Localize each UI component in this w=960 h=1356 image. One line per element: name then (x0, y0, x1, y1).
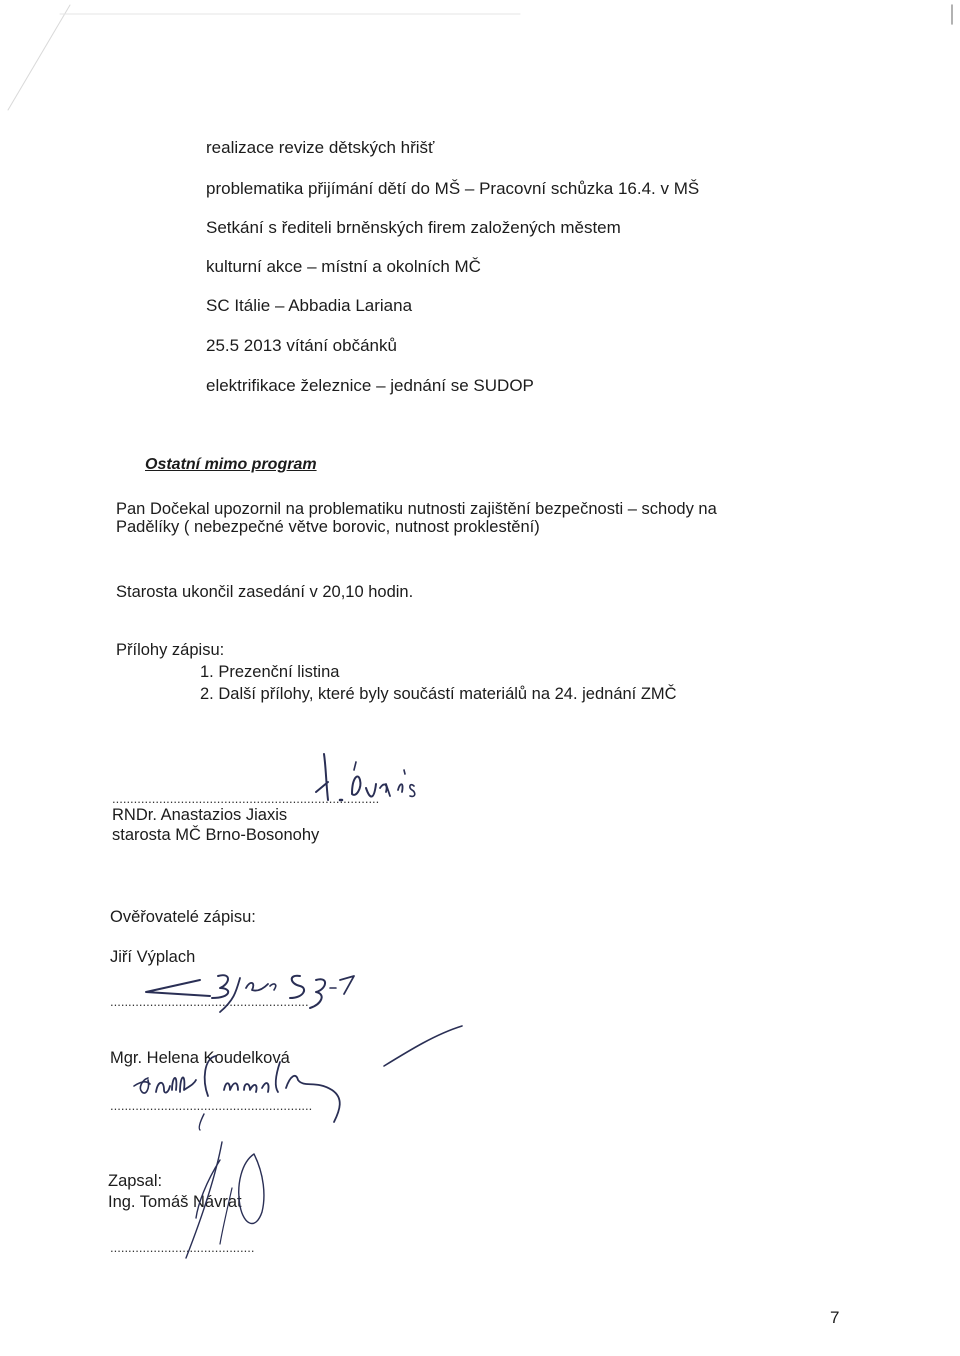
signature-line: .......................................................................... (112, 791, 380, 806)
agenda-item: Setkání s řediteli brněnských firem založených městem (206, 218, 621, 237)
attachment-text: Prezenční listina (218, 663, 340, 681)
recorder-name: Ing. Tomáš Návrat (108, 1193, 242, 1211)
signature-line: ....................................................... (110, 994, 309, 1009)
attachment-number: 2. (200, 685, 214, 703)
verifier-name: Jiří Výplach (110, 948, 196, 966)
signature-line: ........................................ (110, 1240, 255, 1255)
mayor-signature (312, 748, 432, 808)
paragraph-line: Padělíky ( nebezpečné větve borovic, nutnost proklestění) (116, 518, 540, 536)
pen-stroke (380, 1022, 470, 1072)
page-number: 7 (830, 1308, 840, 1327)
signature-line: ........................................................ (110, 1098, 313, 1113)
closing-statement: Starosta ukončil zasedání v 20,10 hodin. (116, 583, 414, 601)
agenda-item: elektrifikace železnice – jednání se SUDOP (206, 376, 534, 395)
attachments-heading: Přílohy zápisu: (116, 641, 225, 659)
section-title: Ostatní mimo program (145, 456, 317, 473)
agenda-item: problematika přijímání dětí do MŠ – Pracovní schůzka 16.4. v MŠ (206, 179, 700, 198)
attachment-item (200, 663, 339, 682)
recorder-signature (170, 1134, 270, 1274)
attachment-text: Další přílohy, které byly součástí materiálů na 24. jednání ZMČ (218, 685, 677, 703)
verifier-signature (140, 968, 350, 1018)
attachment-number: 1. (200, 663, 214, 681)
verifiers-heading: Ověřovatelé zápisu: (110, 908, 256, 926)
mayor-name: RNDr. Anastazios Jiaxis (112, 806, 288, 824)
attachment-item (200, 685, 677, 704)
verifier-name: Mgr. Helena Koudelková (110, 1049, 290, 1067)
verifier-signature (120, 1050, 370, 1130)
recorder-label: Zapsal: (108, 1172, 163, 1190)
agenda-item: SC Itálie – Abbadia Lariana (206, 296, 413, 315)
agenda-item: 25.5 2013 vítání občánků (206, 336, 397, 355)
agenda-item: realizace revize dětských hřišť (206, 138, 435, 157)
mayor-role: starosta MČ Brno-Bosonohy (112, 826, 320, 844)
agenda-item: kulturní akce – místní a okolních MČ (206, 257, 481, 276)
paragraph-line: Pan Dočekal upozornil na problematiku nutnosti zajištění bezpečnosti – schody na (116, 500, 717, 518)
